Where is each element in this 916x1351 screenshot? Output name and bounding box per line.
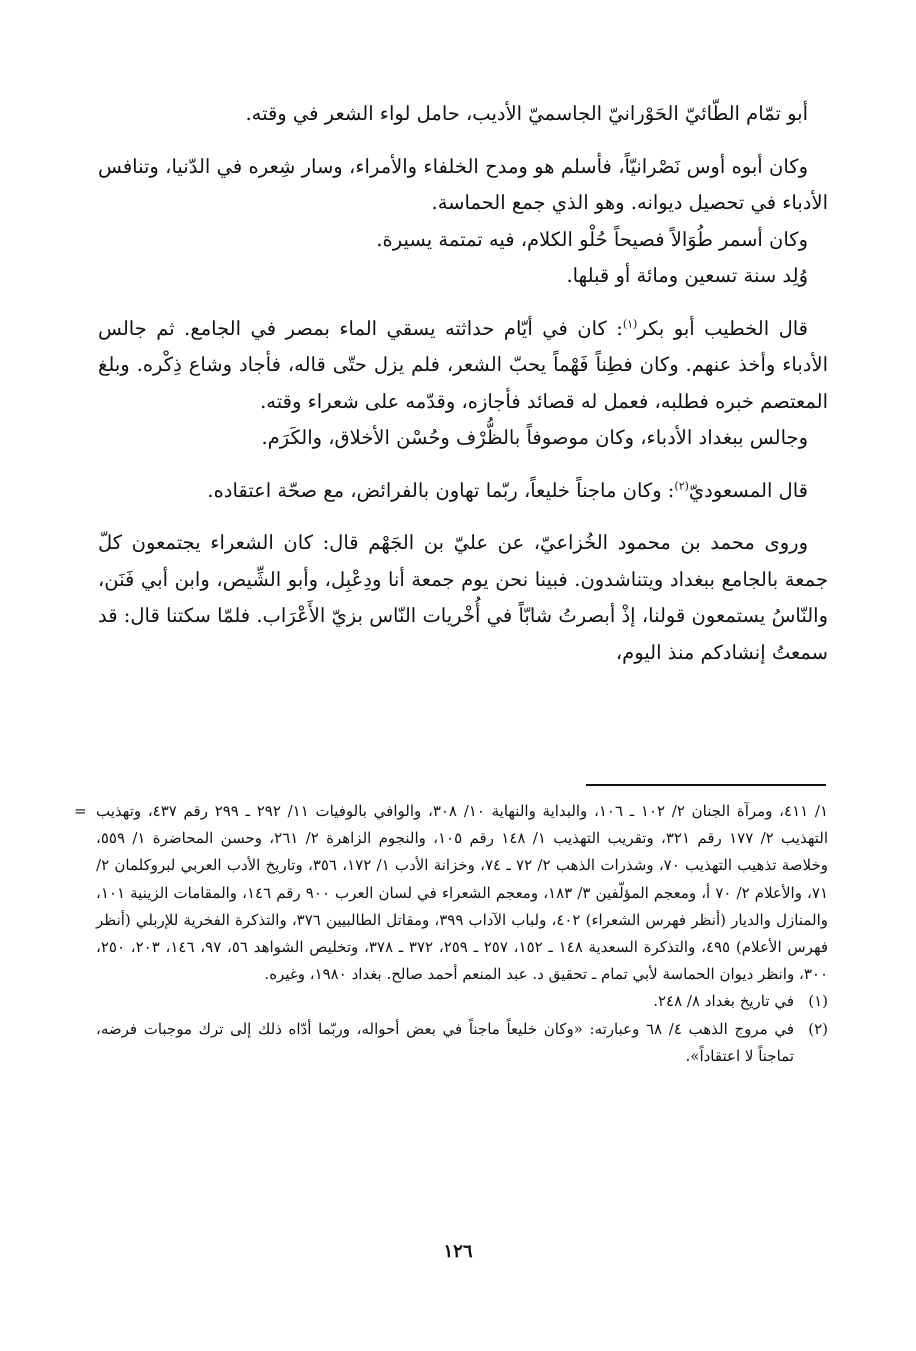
footnote-divider (586, 784, 826, 786)
paragraph-baghdad: وجالس ببغداد الأدباء، وكان موصوفاً بالظُّرْف وحُسْن الأخلاق، والكَرَم. (261, 426, 808, 449)
footnote-item (96, 1016, 828, 1070)
footnote-continuation-text: ١/ ٤١١، ومرآة الجنان ٢/ ١٠٢ ـ ١٠٦، والبداية والنهاية ١٠/ ٣٠٨، والوافي بالوفيات ١١/ ٢٩٢ ـ ٢٩٩ رقم ٤٣٧، وتهذيب التهذيب ٢/ ١٧٧ رقم ٣٢١، وتقريب التهذيب ١/ ١٤٨ رقم ١٠٥، والنجوم الزاهرة ٢/ ٢٦١، وحسن المحاضرة ١/ ٥٥٩، وخلاصة تذهيب التهذيب ٧٠، وشذرات الذهب ٢/ ٧٢ ـ ٧٤، وخزانة الأدب ١/ ١٧٢، ٣٥٦، وتاريخ الأدب العربي لبروكلمان ٢/ ٧١، والأعلام ٢/ ٧٠ أ، ومعجم المؤلّفين ٣/ ١٨٣، ومعجم الشعراء في لسان العرب ٩٠٠ رقم ١٤٦، والمقامات الزينية ١٠١، والمنازل والديار (أنظر فهرس الشعراء) ٤٠٢، ولباب الآداب ٣٩٩، ومقاتل الطالبيين ٣٧٦، والتذكرة الفخرية للإربلي (أنظر فهرس الأعلام) ٤٩٥، والتذكرة السعدية ١٤٨ ـ ١٥٢، ٢٥٧ ـ ٢٥٩، ٣٧٢ ـ ٣٧٨، وتخليص الشواهد ٥٦، ٩٧، ١٤٦، ٢٠٣، ٢٥٠، ٣٠٠، وانظر ديوان الحماسة لأبي تمام ـ تحقيق د. عبد المنعم أحمد صالح. بغداد ١٩٨٠، وغيره. (96, 802, 829, 984)
khatib-rest: : كان في أيّام حداثته يسقي الماء بمصر في الجامع. ثم جالس الأدباء وأخذ عنهم. وكان فطِناً فَهْماً يحبّ الشعر، فلم يزل حتّى قاله، فأجاد وشاع ذِكْره. وبلغ المعتصم خبره فطلبه، فعمل له قصائد فأجازه، وقدّمه على شعراء وقته. (98, 316, 828, 413)
masudi-lead: قال المسعوديّ (688, 478, 808, 502)
continuation-mark: = (74, 802, 87, 820)
paragraph-khatib (98, 311, 828, 421)
footnote-number: (٢) (808, 1019, 828, 1038)
paragraph-appearance: وكان أسمر طُوَالاً فصيحاً حُلْو الكلام، فيه تمتمة يسيرة. (376, 227, 808, 251)
footnote-continuation (74, 798, 829, 988)
footnote-number: (١) (808, 992, 828, 1011)
page-number: ١٢٦ (443, 1241, 473, 1262)
footnote-text: في تاريخ بغداد ٨/ ٢٤٨. (653, 992, 794, 1011)
footnote-ref-2: (٢) (674, 479, 689, 492)
footnote-item (96, 988, 828, 1015)
paragraph-birth: وُلِد سنة تسعين ومائة أو قبلها. (566, 264, 808, 287)
footnote-ref-1: (١) (622, 317, 638, 330)
paragraph-khuzai: وروى محمد بن محمود الخُزاعيّ، عن عليّ بن الجَهْم قال: كان الشعراء يجتمعون كلّ جمعة بالجامع ببغداد ويتناشدون. فبينا نحن يوم جمعة أنا ودِعْبِل، وأبو الشِّيص، وابن أبي فَنَن، والنّاسُ يستمعون قولنا، إذْ أبصرتُ شابّاً في أُخْريات النّاس بزيّ الأَعْرَاب. فلمّا سكتنا قال: قد سمعتُ إنشادكم منذ اليوم، (98, 531, 828, 664)
masudi-rest: : وكان ماجناً خليعاً، ربّما تهاون بالفرائض، مع صحّة اعتقاده. (207, 478, 675, 502)
footnotes (74, 798, 829, 1070)
paragraph-father: وكان أبوه أوس نَصْرانيّاً، فأسلم هو ومدح الخلفاء والأمراء، وسار شِعره في الدّنيا، وتنافس الأدباء في تحصيل ديوانه. وهو الذي جمع الحماسة. (98, 154, 828, 214)
footnote-text: في مروج الذهب ٤/ ٦٨ وعبارته: «وكان خليعاً ماجناً في بعض أحواله، وربّما أدّاه ذلك إلى ترك موجبات فرضه، تماجناً لا اعتقاداً». (96, 1019, 795, 1065)
khatib-lead: قال الخطيب أبو بكر (637, 316, 809, 340)
paragraph-intro: أبو تمّام الطّائيّ الحَوْرانيّ الجاسميّ الأديب، حامل لواء الشعر في وقته. (245, 102, 808, 125)
main-text (98, 96, 828, 671)
paragraph-masudi (98, 473, 828, 510)
